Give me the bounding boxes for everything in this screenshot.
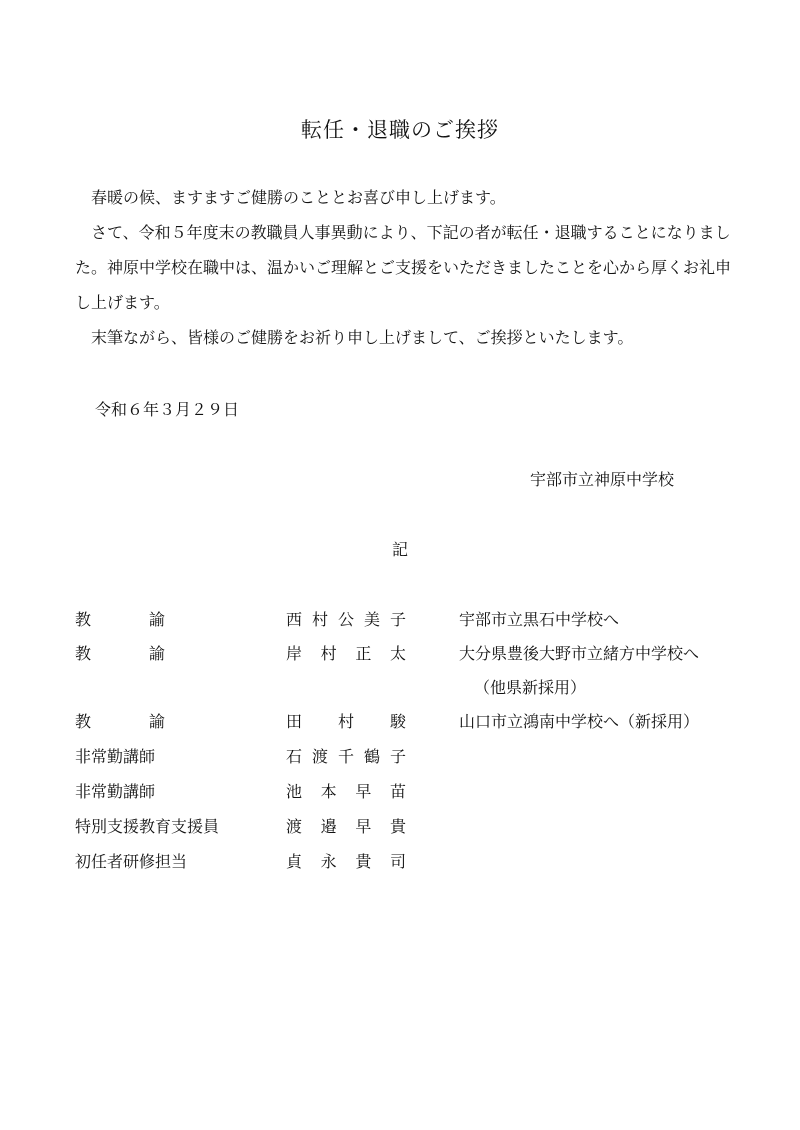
staff-position: 非常勤講師 (75, 782, 156, 801)
staff-position: 教諭 (75, 610, 165, 629)
staff-row (0, 814, 800, 848)
staff-position: 教諭 (75, 712, 165, 731)
staff-name: 田村駿 (286, 712, 406, 731)
sender-school: 宇部市立神原中学校 (530, 470, 675, 489)
staff-destination: 大分県豊後大野市立緒方中学校へ (459, 644, 700, 663)
staff-name: 西村公美子 (286, 610, 406, 629)
staff-position: 特別支援教育支援員 (75, 817, 220, 836)
staff-row (0, 779, 800, 813)
staff-name: 石渡千鶴子 (286, 747, 406, 766)
document-date: 令和６年３月２９日 (95, 400, 240, 419)
staff-destination: 宇部市立黒石中学校へ (459, 610, 620, 629)
staff-position: 教諭 (75, 644, 165, 663)
staff-row (0, 744, 800, 778)
staff-row (0, 709, 800, 743)
ki-heading: 記 (392, 540, 409, 559)
greeting-paragraph: 春暖の候、ますますご健勝のこととお喜び申し上げます。 (91, 188, 506, 207)
staff-note-row (0, 675, 800, 709)
staff-destination: 山口市立鴻南中学校へ（新採用） (459, 712, 700, 731)
staff-name: 岸村正太 (286, 644, 406, 663)
staff-row (0, 641, 800, 675)
staff-row (0, 607, 800, 641)
staff-name: 渡邉早貴 (286, 817, 406, 836)
staff-position: 初任者研修担当 (75, 852, 188, 871)
page-title: 転任・退職のご挨拶 (301, 118, 499, 142)
closing-paragraph: 末筆ながら、皆様のご健勝をお祈り申し上げまして、ご挨拶といたします。 (91, 328, 634, 347)
staff-name: 池本早苗 (286, 782, 406, 801)
announcement-paragraph: さて、令和５年度末の教職員人事異動により、下記の者が転任・退職することになりました。神原中学校在職中は、温かいご理解とご支援をいただきましたことを心から厚くお礼申し上げます。 (75, 223, 732, 312)
staff-position: 非常勤講師 (75, 747, 156, 766)
staff-note: （他県新採用） (474, 678, 587, 697)
staff-row (0, 849, 800, 883)
staff-name: 貞永貴司 (286, 852, 406, 871)
